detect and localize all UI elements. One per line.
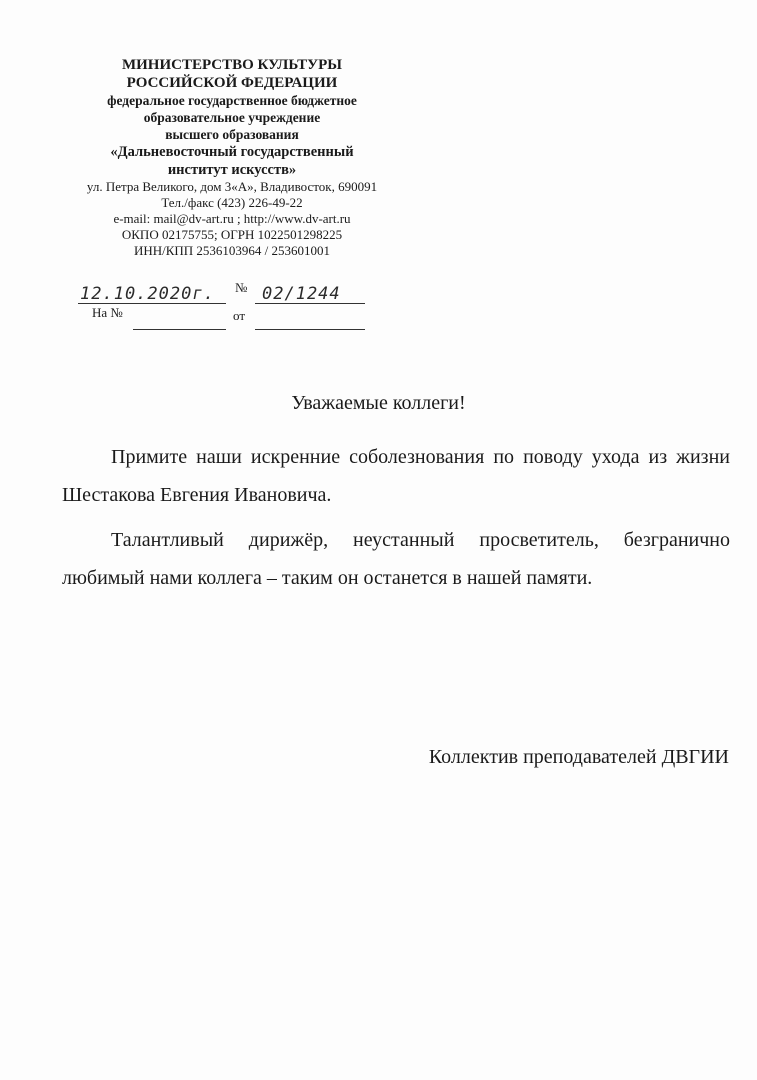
org-line-2: образовательное учреждение [143,110,321,125]
salutation: Уважаемые коллеги! [291,392,466,414]
ministry-line-1: МИНИСТЕРСТВО КУЛЬТУРЫ [121,57,343,73]
reply-date-line [255,329,365,330]
number-underline [255,303,365,304]
org-line-1: федеральное государственное бюджетное [107,93,357,108]
letterhead [62,56,402,259]
reply-number-line [133,329,226,330]
paragraph-tribute: Талантливый дирижёр, неустанный просветитель, безгранично любимый нами коллега – таким он останется в нашей памяти. [62,529,730,589]
org-line-3: высшего образования [165,127,299,142]
phone: Тел./факс (423) 226-49-22 [161,195,303,210]
institution-name-line-1: «Дальневосточный государственный [110,144,354,160]
address: ул. Петра Великого, дом 3«А», Владивосток, 690091 [86,179,378,194]
email-website: e-mail: mail@dv-art.ru ; http://www.dv-art.ru [113,211,351,226]
handwritten-date: 12.10.2020г. [80,284,215,304]
handwritten-number: 02/1244 [262,284,341,304]
okpo-ogrn: ОКПО 02175755; ОГРН 1022501298225 [121,227,343,242]
from-label: от [233,308,246,323]
institution-name-line-2: институт искусств» [167,162,297,178]
signature: Коллектив преподавателей ДВГИИ [428,746,729,768]
ministry-line-2: РОССИЙСКОЙ ФЕДЕРАЦИИ [126,75,338,91]
reply-to-label: На № [92,305,123,320]
date-underline [78,303,226,304]
number-sign: № [235,280,248,295]
inn-kpp: ИНН/КПП 2536103964 / 253601001 [133,243,331,258]
paragraph-condolences: Примите наши искренние соболезнования по поводу ухода из жизни Шестакова Евгения Ивановича. [62,446,730,506]
